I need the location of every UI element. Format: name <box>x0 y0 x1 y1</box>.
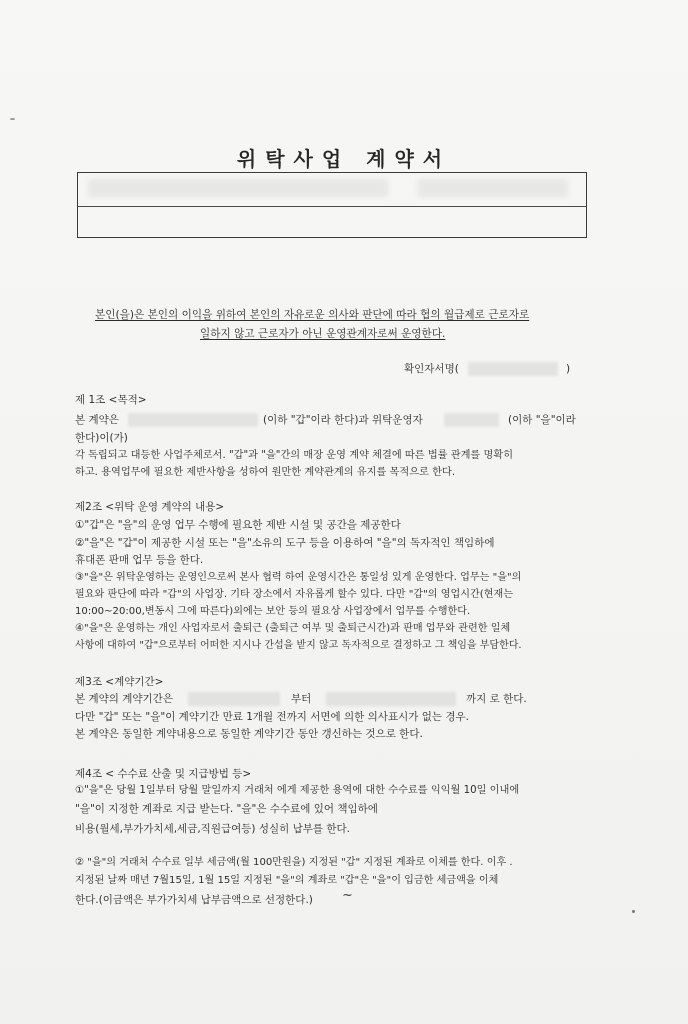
redacted-party-detail <box>418 179 568 197</box>
article-3-line: 부터 <box>291 693 312 705</box>
article-2-line: ①"갑"은 "을"의 운영 업무 수행에 필요한 제반 시설 및 공간을 제공한다 <box>75 519 401 531</box>
redacted-company-name <box>128 413 258 427</box>
confirm-label: 확인자서명( <box>404 363 459 375</box>
article-1-line: 하고. 용역업무에 필요한 제반사항을 성하여 원만한 계약관계의 유지를 목적으로 한다. <box>75 467 456 478</box>
article-2-line: 사항에 대하여 "갑"으로부터 어떠한 지시나 간섭을 받지 않고 독자적으로 결정하고 그 책임을 부담한다. <box>75 640 522 651</box>
handwritten-stroke: ~ <box>342 888 353 903</box>
article-2-line: ③"을"은 위탁운영하는 운영인으로써 본사 협력 하여 운영시간은 통일성 있게 운영한다. 업무는 "을"의 <box>75 572 522 583</box>
redacted-end-date <box>326 692 456 706</box>
article-4-line: 한다.(이금액은 부가가치세 납부금액으로 선정한다.) <box>75 894 313 906</box>
article-2-line: 휴대폰 판매 업무 등을 한다. <box>75 554 204 566</box>
declaration-line-2: 일하지 않고 근로자가 아닌 운영관계자로써 운영한다. <box>200 328 446 340</box>
article-4-heading: 제4조 < 수수료 산출 및 지급방법 등> <box>75 768 252 780</box>
article-3-line: 본 계약은 동일한 계약내용으로 동일한 계약기간 동안 갱신하는 것으로 한다. <box>75 728 423 740</box>
article-3-line: 다만 "갑" 또는 "을"이 계약기간 만료 1개월 전까지 서면에 의한 의사표시가 없는 경우. <box>75 711 469 723</box>
article-2-line: 10:00~20:00,변동시 그에 따른다)외에는 보안 등의 필요상 사업장에서 업무를 수행한다. <box>75 606 471 617</box>
article-1-line: 각 독립되고 대등한 사업주체로서. "갑"과 "을"간의 매장 운영 계약 체결에 따른 법률 관계를 명확히 <box>75 450 514 461</box>
article-4-line: 비용(월세,부가가치세,세금,직원급여등) 성실히 납부를 한다. <box>75 823 350 835</box>
confirm-tail: ) <box>566 363 571 375</box>
box-divider <box>78 206 586 207</box>
article-4-line: 지정된 날짜 매년 7월15일, 1월 15일 지정된 "을"의 계좌로 "갑"은 "을"이 입금한 세금액을 이체 <box>75 875 499 886</box>
redacted-signature <box>468 362 558 376</box>
article-4-line: "을"이 지정한 계좌로 지급 받는다. "을"은 수수료에 있어 책임하에 <box>75 803 378 815</box>
article-1-line: 본 계약은 <box>75 414 119 426</box>
declaration-line-1: 본인(을)은 본인의 이익을 위하여 본인의 자유로운 의사와 판단에 따라 협의 월급제로 근로자로 <box>95 309 530 321</box>
article-1-heading: 제 1조 <목적> <box>75 394 147 406</box>
article-2-line: 필요와 판단에 따라 "갑"의 사업장. 기타 장소에서 자유롭게 할수 있다. 다만 "갑"의 영업시간(현재는 <box>75 589 513 600</box>
article-1-line: (이하 "을"이라 <box>508 414 576 426</box>
redacted-operator-name <box>444 413 499 427</box>
article-4-line: ①"을"은 당월 1일부터 당월 말일까지 거래처 에게 제공한 용역에 대한 수수료를 익익월 10일 이내에 <box>75 785 520 796</box>
article-2-heading: 제2조 <위탁 운영 계약의 내용> <box>75 501 225 513</box>
scan-speck <box>10 118 15 120</box>
article-3-heading: 제3조 <계약기간> <box>75 676 164 688</box>
article-2-line: ②"을"은 "갑"이 제공한 시설 또는 "을"소유의 도구 등을 이용하여 "을"의 독자적인 책임하에 <box>75 537 495 549</box>
article-3-line: 까지 로 한다. <box>466 693 527 705</box>
article-3-line: 본 계약의 계약기간은 <box>75 693 173 705</box>
article-1-line: 한다)이(가) <box>75 432 128 444</box>
scan-speck <box>632 910 635 913</box>
redacted-party-name <box>88 179 388 197</box>
article-1-line: (이하 "갑"이라 한다)과 위탁운영자 <box>263 414 423 426</box>
party-info-box <box>77 172 587 238</box>
article-2-line: ④"을"은 운영하는 개인 사업자로서 출퇴근 (출퇴근 여부 및 출퇴근시간)과 판매 업무와 관련한 일체 <box>75 623 511 634</box>
document-title: 위탁사업 계약서 <box>236 147 452 171</box>
article-4-line: ② "을"의 거래처 수수료 일부 세금액(월 100만원을) 지정된 "갑" 지정된 계좌로 이체를 한다. 이후 . <box>75 857 513 868</box>
redacted-start-date <box>188 692 280 706</box>
